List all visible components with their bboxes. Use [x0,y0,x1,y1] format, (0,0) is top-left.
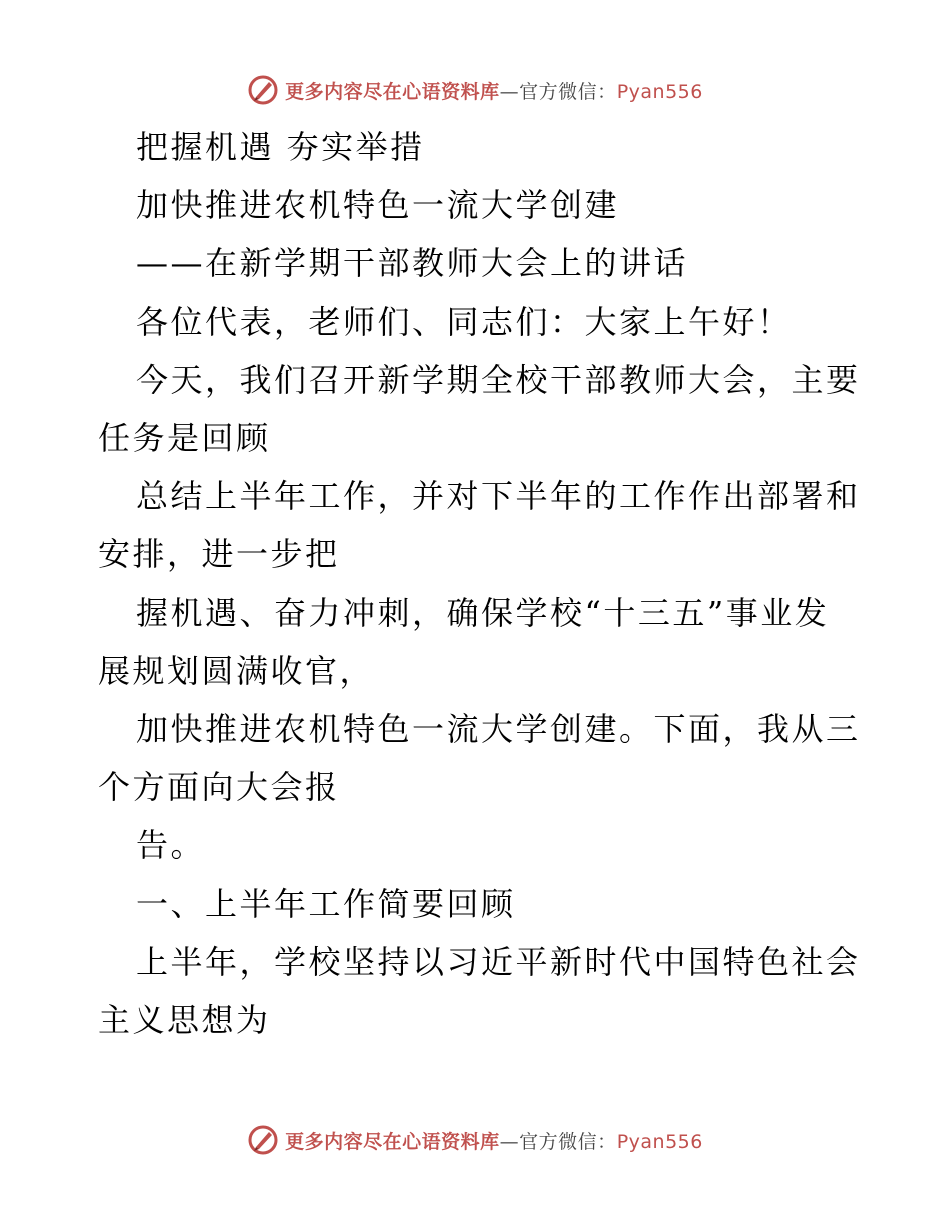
text-line: 一、上半年工作简要回顾 [136,884,516,923]
document-body [98,118,861,1049]
text-line: 加快推进农机特色一流大学创建。下面，我从三 [136,710,861,749]
text-line: 主义思想为 [98,1001,271,1040]
text-line: 今天，我们召开新学期全校干部教师大会，主要 [136,360,861,399]
quill-logo-icon [247,74,279,106]
header-watermark [0,70,950,110]
watermark-wechat-id: Pyan556 [616,80,703,103]
watermark-wechat-id: Pyan556 [616,1130,703,1153]
text-line: 上半年，学校坚持以习近平新时代中国特色社会 [136,942,861,981]
watermark-dash: — [499,80,520,103]
text-line: 总结上半年工作，并对下半年的工作作出部署和 [136,477,861,516]
text-line: ——在新学期干部教师大会上的讲话 [136,244,689,283]
watermark-text [285,1127,703,1154]
text-line: 任务是回顾 [98,419,271,458]
footer-watermark [0,1120,950,1160]
text-line: 安排，进一步把 [98,535,340,574]
text-line: 告。 [136,826,206,865]
quill-logo-icon [247,1124,279,1156]
watermark-wechat-label: 官方微信： [519,80,617,103]
watermark-site: 更多内容尽在心语资料库 [285,1130,500,1153]
watermark-text [285,77,703,104]
text-line: 展规划圆满收官， [98,651,375,690]
text-line: 加快推进农机特色一流大学创建 [136,186,620,225]
text-line: 握机遇、奋力冲刺，确保学校“十三五”事业发 [136,593,830,632]
text-line: 把握机遇 夯实举措 [136,128,425,166]
watermark-wechat-label: 官方微信： [519,1130,617,1153]
text-line: 个方面向大会报 [98,768,340,807]
watermark-site: 更多内容尽在心语资料库 [285,80,500,103]
watermark-dash: — [499,1130,520,1153]
text-line: 各位代表，老师们、同志们：大家上午好！ [136,302,792,341]
